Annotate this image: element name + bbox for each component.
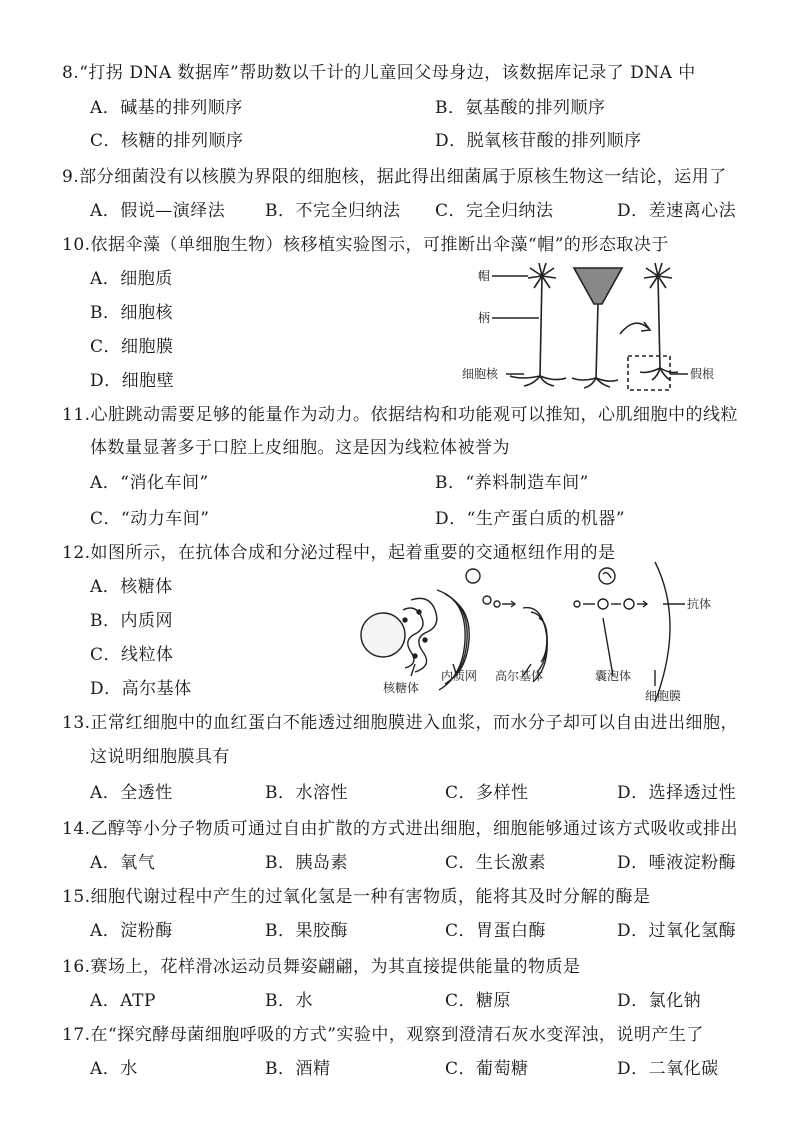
question-stem: 心脏跳动需要足够的能量作为动力。依据结构和功能观可以推知，心肌细胞中的线粒: [90, 405, 739, 425]
option-11a: A．“消化车间”: [90, 473, 209, 493]
option-17a: A．水: [90, 1059, 138, 1079]
option-15c: C．胃蛋白酶: [445, 921, 547, 941]
option-10d: D．细胞壁: [90, 371, 175, 391]
label-stalk: 柄: [478, 311, 491, 325]
question-11-continued: 体数量显著多于口腔上皮细胞。这是因为线粒体被誉为: [90, 438, 510, 458]
label-vesicle: 囊泡体: [595, 669, 632, 683]
question-14: [62, 814, 738, 839]
option-9c: C．完全归纳法: [435, 201, 554, 221]
label-rhizoid: 假根: [690, 367, 715, 381]
option-8c: C．核糖的排列顺序: [90, 131, 244, 151]
question-stem: “打拐 DNA 数据库”帮助数以千计的儿童回父母身边，该数据库记录了 DNA 中: [79, 63, 696, 83]
question-stem: 如图所示，在抗体合成和分泌过程中，起着重要的交通枢纽作用的是: [90, 543, 616, 563]
option-10a: A．细胞质: [90, 269, 173, 289]
question-10: [62, 230, 669, 255]
question-number: 17.: [62, 1025, 91, 1045]
label-golgi: 高尔基体: [495, 669, 544, 683]
question-16: [62, 952, 581, 977]
acetabularia-figure: [462, 256, 742, 396]
question-number: 14.: [62, 819, 91, 839]
label-membrane: 细胞膜: [645, 689, 682, 703]
label-er: 内质网: [441, 669, 478, 683]
option-12d: D．高尔基体: [90, 679, 192, 699]
option-8b: B．氨基酸的排列顺序: [435, 98, 606, 118]
question-stem: 部分细菌没有以核膜为界限的细胞核，据此得出细菌属于原核生物这一结论，运用了: [79, 167, 727, 187]
option-13a: A．全透性: [90, 783, 173, 803]
option-16d: D．氯化钠: [617, 991, 702, 1011]
question-number: 10.: [62, 235, 91, 255]
option-15a: A．淀粉酶: [90, 921, 173, 941]
option-14b: B．胰岛素: [265, 853, 348, 873]
option-17c: C．葡萄糖: [445, 1059, 529, 1079]
option-11b: B．“养料制造车间”: [435, 473, 589, 493]
option-10c: C．细胞膜: [90, 337, 174, 357]
question-11: [62, 400, 738, 425]
secretion-figure: [345, 560, 745, 705]
question-13: [62, 708, 738, 733]
option-14a: A．氧气: [90, 853, 156, 873]
label-nucleus: 细胞核: [462, 367, 499, 381]
question-17: [62, 1020, 704, 1045]
option-17b: B．酒精: [265, 1059, 331, 1079]
question-stem: 乙醇等小分子物质可通过自由扩散的方式进出细胞，细胞能够通过该方式吸收或排出: [90, 819, 739, 839]
question-8: [62, 58, 696, 83]
option-14c: C．生长激素: [445, 853, 547, 873]
nucleus-shape: [361, 613, 405, 657]
question-number: 16.: [62, 957, 91, 977]
option-11d: D．“生产蛋白质的机器”: [435, 509, 626, 529]
question-15: [62, 882, 651, 907]
question-number: 12.: [62, 543, 91, 563]
option-13d: D．选择透过性: [617, 783, 737, 803]
option-16a: A．ATP: [90, 991, 156, 1011]
question-stem: 依据伞藻（单细胞生物）核移植实验图示，可推断出伞藻“帽”的形态取决于: [90, 235, 669, 255]
option-9b: B．不完全归纳法: [265, 201, 401, 221]
option-8d: D．脱氧核苷酸的排列顺序: [435, 131, 642, 151]
question-number: 11.: [62, 405, 91, 425]
option-10b: B．细胞核: [90, 303, 173, 323]
option-9d: D．差速离心法: [617, 201, 737, 221]
question-number: 13.: [62, 713, 91, 733]
option-16c: C．糖原: [445, 991, 512, 1011]
label-cap: 帽: [478, 269, 491, 283]
question-13-continued: 这说明细胞膜具有: [90, 747, 230, 767]
question-number: 15.: [62, 887, 91, 907]
stalk-left: [540, 276, 542, 376]
question-stem: 在“探究酵母菌细胞呼吸的方式”实验中，观察到澄清石灰水变浑浊，说明产生了: [90, 1025, 704, 1045]
option-13b: B．水溶性: [265, 783, 348, 803]
label-ribosome: 核糖体: [383, 681, 420, 695]
label-antibody: 抗体: [687, 597, 712, 611]
cell-membrane-shape: [655, 562, 670, 702]
question-9: [62, 162, 727, 187]
option-17d: D．二氧化碳: [617, 1059, 719, 1079]
question-number: 8.: [62, 63, 80, 83]
option-15d: D．过氧化氢酶: [617, 921, 737, 941]
question-stem: 赛场上，花样滑冰运动员舞姿翩翩，为其直接提供能量的物质是: [90, 957, 581, 977]
question-stem: 细胞代谢过程中产生的过氧化氢是一种有害物质，能将其及时分解的酶是: [90, 887, 651, 907]
option-12a: A．核糖体: [90, 577, 173, 597]
option-14d: D．唾液淀粉酶: [617, 853, 737, 873]
option-13c: C．多样性: [445, 783, 529, 803]
option-16b: B．水: [265, 991, 313, 1011]
option-15b: B．果胶酶: [265, 921, 348, 941]
option-12c: C．线粒体: [90, 645, 174, 665]
option-11c: C．“动力车间”: [90, 509, 210, 529]
option-8a: A．碱基的排列顺序: [90, 98, 243, 118]
option-12b: B．内质网: [90, 611, 173, 631]
question-stem: 正常红细胞中的血红蛋白不能透过细胞膜进入血浆，而水分子却可以自由进出细胞，: [90, 713, 739, 733]
option-9a: A．假说—演绎法: [90, 201, 226, 221]
question-number: 9.: [62, 167, 80, 187]
